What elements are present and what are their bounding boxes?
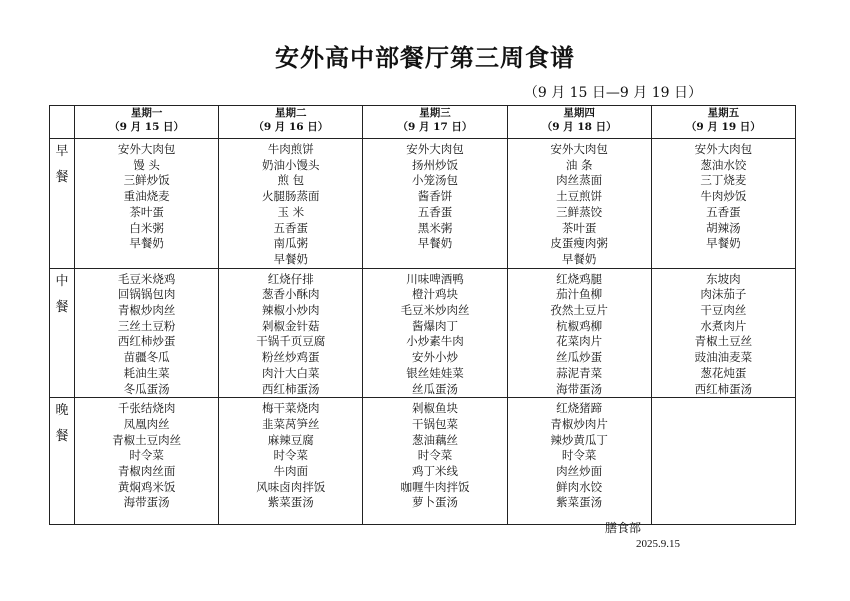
dish-item: 玉 米: [277, 204, 305, 219]
day-date: （9 月 18 日）: [541, 121, 617, 133]
meal-label-char: 中: [55, 273, 69, 289]
dish-item: 早餐奶: [129, 236, 164, 251]
dish-item: 紫菜蛋汤: [556, 495, 603, 510]
dish-item: 辣椒小炒肉: [262, 303, 320, 318]
dish-item: 牛肉煎饼: [267, 142, 314, 156]
dish-list: [363, 269, 506, 398]
dish-item: 粉丝炒鸡蛋: [262, 350, 320, 365]
dish-item: 时令菜: [561, 448, 597, 463]
day-name: 星期一: [130, 107, 163, 119]
day-header: [651, 106, 795, 139]
day-date: （9 月 17 日）: [397, 121, 473, 133]
dish-item: 花菜肉片: [556, 334, 603, 349]
dish-list: [219, 269, 362, 398]
menu-cell: [507, 139, 651, 269]
dish-list: [363, 139, 506, 252]
dish-item: 梅干菜烧肉: [262, 401, 320, 416]
dish-item: 回锅锅包肉: [117, 287, 176, 302]
day-header: [363, 106, 507, 139]
dish-item: 油 条: [565, 157, 593, 172]
dish-item: 五香蛋: [706, 204, 741, 219]
dish-item: 肉沫茄子: [700, 287, 747, 302]
dish-list: [219, 139, 362, 268]
dish-item: 葱香小酥肉: [262, 287, 320, 302]
dish-item: 奶油小馒头: [262, 157, 320, 172]
dish-list: [652, 269, 795, 398]
dish-item: 扬州炒饭: [411, 157, 458, 172]
meal-label: [50, 398, 75, 525]
day-name: 星期二: [275, 107, 307, 119]
dish-item: 黑米粥: [417, 220, 453, 235]
dish-item: 海带蛋汤: [556, 381, 603, 396]
page-title: 安外高中部餐厅第三周食谱: [275, 43, 575, 72]
dish-item: 馒 头: [133, 157, 160, 172]
dish-item: 孜然土豆片: [550, 303, 608, 318]
dish-item: 毛豆米炒肉丝: [400, 303, 470, 318]
menu-cell: [219, 268, 363, 398]
dish-item: 青椒肉丝面: [117, 464, 176, 479]
dish-item: 五香蛋: [417, 204, 453, 219]
dish-item: 茶叶蛋: [561, 220, 597, 235]
menu-table: [49, 105, 796, 525]
meal-label: [50, 268, 75, 398]
dish-item: 橙汁鸡块: [411, 287, 458, 302]
menu-cell: [651, 268, 795, 398]
dish-item: 牛肉面: [273, 464, 309, 479]
menu-cell: [507, 268, 651, 398]
menu-cell: [219, 139, 363, 269]
day-date: （9 月 16 日）: [253, 121, 329, 133]
dish-item: 五香蛋: [273, 220, 309, 235]
day-header: [219, 106, 363, 139]
corner-cell: [50, 106, 75, 139]
menu-cell: [363, 268, 507, 398]
dish-item: 豉油油麦菜: [694, 350, 753, 365]
dish-item: 青椒土豆丝: [694, 334, 753, 349]
day-name: 星期五: [707, 107, 740, 119]
dish-item: 小炒素牛肉: [406, 334, 464, 349]
dish-list: [75, 139, 218, 252]
dish-item: 麻辣豆腐: [267, 432, 314, 447]
dish-list: [219, 398, 362, 511]
dish-item: 红烧仔排: [267, 271, 314, 286]
dish-item: 银丝娃娃菜: [406, 365, 464, 380]
dish-item: 紫菜蛋汤: [267, 495, 314, 510]
menu-cell: [75, 398, 219, 525]
dish-item: 三丝土豆粉: [117, 318, 176, 333]
meal-label-char: 晚: [55, 403, 69, 419]
dish-item: 青椒土豆肉丝: [112, 432, 182, 447]
dish-item: 鸡丁米线: [411, 464, 458, 479]
dish-item: 鲜肉水饺: [556, 479, 603, 494]
dish-item: 干豆肉丝: [700, 303, 747, 318]
dish-item: 水煮肉片: [700, 318, 747, 333]
dish-item: 胡辣汤: [706, 220, 741, 235]
dish-item: 青椒炒肉丝: [117, 303, 176, 318]
dish-item: 葱油水饺: [700, 157, 747, 172]
menu-cell: [363, 139, 507, 269]
dish-list: [508, 139, 651, 268]
dish-item: 葱花炖蛋: [700, 365, 747, 380]
menu-cell: [651, 398, 795, 525]
day-date: （9 月 15 日）: [109, 121, 185, 133]
dish-item: 冬瓜蛋汤: [123, 381, 170, 396]
signature-date: 2025.9.15: [636, 538, 680, 550]
dish-item: 耗油生菜: [123, 365, 170, 380]
dish-item: 青椒炒肉片: [550, 416, 608, 431]
menu-cell: [75, 139, 219, 269]
dish-item: 煎 包: [277, 173, 305, 188]
day-date: （9 月 19 日）: [685, 121, 761, 133]
dish-item: 安外小炒: [411, 350, 458, 365]
meal-label-char: 餐: [55, 170, 69, 185]
dish-item: 西红柿蛋汤: [262, 381, 320, 396]
dish-item: 红烧鸡腿: [556, 271, 603, 286]
dish-item: 辣炒黄瓜丁: [550, 432, 608, 447]
dish-item: 茄汁鱼柳: [556, 287, 603, 302]
dish-item: 安外大肉包: [406, 142, 464, 156]
day-name: 星期三: [419, 107, 451, 119]
dish-item: 早餐奶: [561, 251, 597, 266]
dish-item: 干锅千页豆腐: [256, 334, 326, 349]
dish-list: [652, 139, 795, 252]
dish-item: 丝瓜蛋汤: [411, 381, 458, 396]
meal-label-char: 早: [55, 144, 69, 159]
dish-item: 葱油藕丝: [411, 432, 458, 447]
meal-label-char: 餐: [55, 299, 69, 315]
meal-label-char: 餐: [55, 429, 69, 445]
dish-item: 凤凰肉丝: [123, 416, 170, 431]
dish-item: 蒜泥青菜: [556, 365, 603, 380]
dish-item: 肉汁大白菜: [262, 365, 320, 380]
menu-cell: [219, 398, 363, 525]
dish-item: 东坡肉: [706, 271, 741, 286]
menu-cell: [363, 398, 507, 525]
department-signature: 膳食部: [605, 521, 642, 535]
dinner-row: [50, 398, 796, 525]
dish-item: 火腿肠蒸面: [262, 189, 320, 204]
dish-item: 安外大肉包: [550, 142, 608, 156]
dish-item: 萝卜蛋汤: [411, 495, 458, 510]
dish-item: 苗疆冬瓜: [123, 350, 170, 365]
dish-item: 安外大肉包: [117, 142, 176, 156]
dish-item: 时令菜: [129, 448, 164, 463]
dish-item: 杭椒鸡柳: [556, 318, 603, 333]
dish-item: 干锅包菜: [411, 416, 458, 431]
dish-item: 皮蛋瘦肉粥: [550, 236, 608, 251]
dish-item: 肉丝蒸面: [556, 173, 603, 188]
dish-item: 咖喱牛肉拌饭: [400, 479, 470, 494]
dish-item: 时令菜: [273, 448, 309, 463]
dish-item: 早餐奶: [417, 236, 453, 251]
dish-item: 海带蛋汤: [123, 495, 170, 510]
dish-item: 重油烧麦: [123, 189, 170, 204]
dish-item: 三丁烧麦: [700, 173, 747, 188]
day-header: [75, 106, 219, 139]
dish-item: 红烧猪蹄: [556, 401, 603, 416]
dish-item: 三鲜蒸饺: [556, 204, 603, 219]
dish-item: 剁椒鱼块: [411, 401, 458, 416]
dish-item: 韭菜莴笋丝: [262, 416, 320, 431]
dish-item: 西红柿炒蛋: [117, 334, 176, 349]
dish-item: 千张结烧肉: [117, 401, 176, 416]
dish-item: 黄焖鸡米饭: [117, 479, 176, 494]
dish-item: 安外大肉包: [694, 142, 753, 156]
day-header: [507, 106, 651, 139]
dish-item: 肉丝炒面: [556, 464, 603, 479]
breakfast-row: [50, 139, 796, 269]
header-row: [50, 106, 796, 139]
dish-item: 时令菜: [417, 448, 453, 463]
menu-cell: [507, 398, 651, 525]
dish-item: 小笼汤包: [411, 173, 458, 188]
dish-item: 白米粥: [129, 220, 164, 235]
menu-cell: [75, 268, 219, 398]
day-name: 星期四: [563, 107, 595, 119]
dish-list: [508, 269, 651, 398]
dish-item: 川味啤酒鸭: [406, 271, 464, 286]
dish-list: [363, 398, 506, 511]
dish-item: 牛肉炒饭: [700, 189, 747, 204]
dish-item: 毛豆米烧鸡: [117, 271, 176, 286]
dish-item: 风味卤肉拌饭: [256, 479, 326, 494]
dish-list: [508, 398, 651, 511]
dish-item: 早餐奶: [273, 251, 309, 266]
dish-item: 西红柿蛋汤: [694, 381, 753, 396]
dish-item: 土豆煎饼: [556, 189, 603, 204]
lunch-row: [50, 268, 796, 398]
date-range: （9 月 15 日—9 月 19 日）: [523, 85, 702, 101]
dish-item: 酱香饼: [417, 189, 453, 204]
dish-item: 茶叶蛋: [129, 204, 164, 219]
menu-cell: [651, 139, 795, 269]
dish-list: [75, 269, 218, 398]
meal-label: [50, 139, 75, 269]
dish-item: 南瓜粥: [273, 236, 309, 251]
dish-item: 丝瓜炒蛋: [556, 350, 603, 365]
dish-list: [75, 398, 218, 511]
dish-item: 三鲜炒饭: [123, 173, 170, 188]
dish-list: [652, 398, 795, 401]
dish-item: 剁椒金针菇: [262, 318, 320, 333]
dish-item: 早餐奶: [706, 236, 741, 251]
dish-item: 酱爆肉丁: [411, 318, 458, 333]
